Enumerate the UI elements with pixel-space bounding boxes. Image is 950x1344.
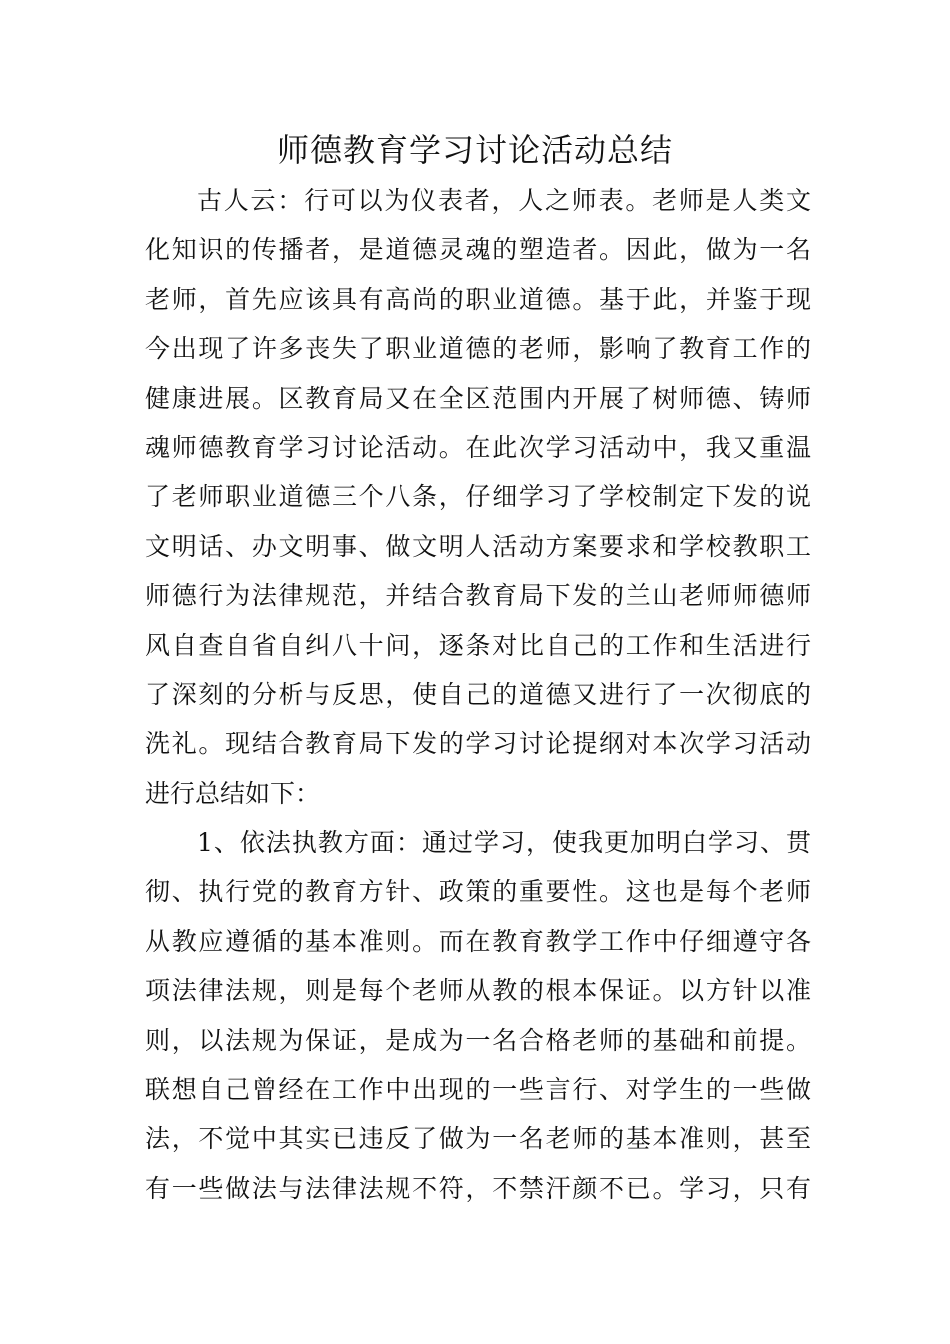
paragraph-line: 彻、执行党的教育方针、政策的重要性。这也是每个老师 [145, 877, 811, 907]
paragraph-line: 法，不觉中其实已违反了做为一名老师的基本准则，甚至 [145, 1124, 811, 1154]
paragraph-line: 了深刻的分析与反思，使自己的道德又进行了一次彻底的 [145, 679, 811, 709]
paragraph-line: 联想自己曾经在工作中出现的一些言行、对学生的一些做 [145, 1075, 811, 1105]
paragraph-line: 了老师职业道德三个八条，仔细学习了学校制定下发的说 [145, 482, 811, 512]
paragraph-2 [145, 818, 811, 1213]
paragraph-line: 古人云：行可以为仪表者，人之师表。老师是人类文 [197, 186, 811, 215]
paragraph-line: 洗礼。现结合教育局下发的学习讨论提纲对本次学习活动 [145, 729, 811, 759]
paragraph-line: 老师，首先应该具有高尚的职业道德。基于此，并鉴于现 [145, 284, 811, 314]
document-body [145, 176, 811, 1213]
paragraph-line: 魂师德教育学习讨论活动。在此次学习活动中，我又重温 [145, 432, 811, 462]
paragraph-line: 健康进展。区教育局又在全区范围内开展了树师德、铸师 [145, 383, 811, 413]
paragraph-line: 化知识的传播者，是道德灵魂的塑造者。因此，做为一名 [145, 235, 811, 265]
paragraph-line: 进行总结如下： [145, 778, 321, 808]
paragraph-line: 今出现了许多丧失了职业道德的老师，影响了教育工作的 [145, 334, 811, 364]
paragraph-1 [145, 176, 811, 818]
paragraph-line: 风自查自省自纠八十问，逐条对比自己的工作和生活进行 [145, 630, 811, 660]
paragraph-line: 从教应遵循的基本准则。而在教育教学工作中仔细遵守各 [145, 926, 811, 956]
paragraph-line: 1、依法执教方面：通过学习，使我更加明白学习、贯 [197, 828, 811, 858]
paragraph-line: 项法律法规，则是每个老师从教的根本保证。以方针以准 [145, 976, 811, 1006]
paragraph-line: 则，以法规为保证，是成为一名合格老师的基础和前提。 [145, 1025, 811, 1055]
document-title: 师德教育学习讨论活动总结 [276, 131, 673, 169]
paragraph-line: 师德行为法律规范，并结合教育局下发的兰山老师师德师 [145, 581, 811, 611]
paragraph-line: 有一些做法与法律法规不符，不禁汗颜不已。学习，只有 [145, 1173, 811, 1203]
paragraph-line: 文明话、办文明事、做文明人活动方案要求和学校教职工 [145, 531, 811, 561]
